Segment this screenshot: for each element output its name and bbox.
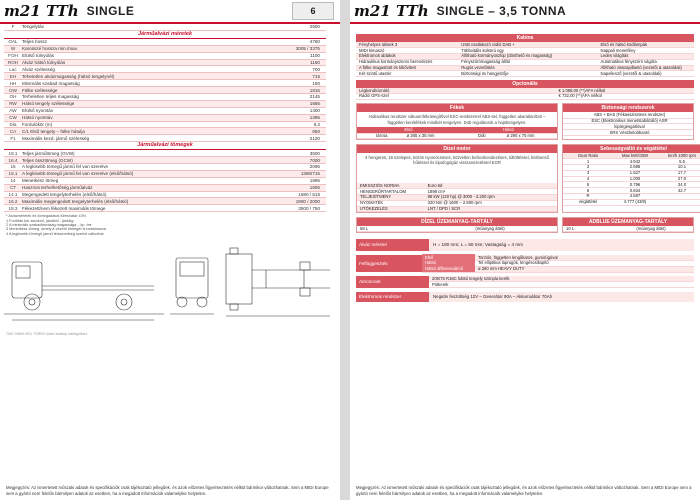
spec-value: 1100 xyxy=(310,53,320,59)
table-cell: Hátsó xyxy=(422,260,475,267)
spec-value: 1380/715 xyxy=(300,171,320,177)
spec-label: Teljes járműtömeg (GVW) xyxy=(22,150,75,156)
spec-code: 14.1 xyxy=(8,192,18,198)
table-cell: Állítható visszapillantó (vezetői & utasoldali) xyxy=(598,65,694,72)
table-cell: 5 xyxy=(563,181,610,188)
safety-list xyxy=(563,112,693,135)
table-cell: 320 Nm @ 1600 – 2.600 rpm xyxy=(425,200,557,207)
table-row xyxy=(4,192,326,199)
spec-label: A legkisebb tömegű jármű fel van szerelve xyxy=(22,164,109,170)
table-cell: Rugós vezetőülés xyxy=(458,65,597,72)
table-row xyxy=(4,60,326,67)
table-cell: Torziós, független lengőkaros, gumirúgóval xyxy=(475,254,694,261)
spec-label: Maximális kezd. jármű szélesség xyxy=(22,135,90,141)
spec-code: F1 xyxy=(10,135,16,141)
table-cell: A fülke magasított és kibővített xyxy=(356,65,458,72)
spec-value: 1815 xyxy=(309,87,320,93)
spec-code: Dia xyxy=(9,122,17,128)
table-cell: 88 kW (120 hp) @ 3000 - 3.200 rpm xyxy=(425,194,557,201)
table-cell: Légkondicionáló xyxy=(356,87,555,94)
spec-value: 1895 xyxy=(309,178,320,184)
table-cell: 4.942 xyxy=(610,158,657,165)
table-header-cell: km/h 1000 rpm xyxy=(657,152,700,159)
weights-list xyxy=(4,150,326,212)
table-row xyxy=(4,150,326,157)
brand-logo: m21 TTh xyxy=(4,2,79,20)
table-row xyxy=(563,130,693,136)
spec-value: 650 xyxy=(312,128,320,134)
right-header xyxy=(350,0,700,24)
table-cell: 4 xyxy=(563,176,610,183)
tyres-table xyxy=(429,276,694,288)
table-cell: Biztonsági öv hangjelzője xyxy=(458,70,597,77)
spec-code: 15.1 xyxy=(8,171,18,177)
table-cell: 42.7 xyxy=(657,187,700,194)
table-header-cell: Max kW/CBW xyxy=(610,152,657,159)
spec-label: Fékezett/nem fékezett maximális tömege xyxy=(22,205,106,211)
spec-code: W xyxy=(10,46,16,52)
table-cell: ESC (Elektronikus menetstabilizáló) ASR xyxy=(563,118,693,125)
table-row xyxy=(4,115,326,122)
gearbox-table xyxy=(563,153,700,205)
table-cell: kipörgésgátlóval xyxy=(563,123,693,130)
table-cell: Fényhelyes ülések 3 xyxy=(356,42,458,49)
footnote: * Alvázméretek és tömegadatok tűréshatár ±3% xyxy=(6,214,87,219)
right-page xyxy=(350,0,700,500)
table-cell: ø 260 mm HEAVY DUTY xyxy=(475,266,694,273)
table-cell: Ledes világítás xyxy=(598,53,694,60)
table-cell: Többvitális külsörú ügy xyxy=(458,47,597,54)
spec-value: 1160 xyxy=(310,60,320,65)
table-cell: Nappali menetfény xyxy=(598,47,694,54)
table-cell: 0.796 xyxy=(610,181,657,188)
table-row xyxy=(4,178,326,185)
table-row xyxy=(4,66,326,73)
table-row xyxy=(4,198,326,205)
spec-label: Hasznos terhelhetőség járműalváz xyxy=(22,185,93,191)
page-gap xyxy=(340,0,350,500)
brakes-description: Hidraulikus rendszer vákuumfékrásegítővel ESC-rendszerrel ABS-sel, független akaratlanított – független kerékfékek mindkét tengelyen. Dob regulátorok a hajtótengelyen. xyxy=(368,114,546,125)
engine-table xyxy=(357,183,557,212)
table-cell: 27.0 xyxy=(657,176,700,183)
table-cell: 6 xyxy=(563,187,610,194)
spec-value: 4760 xyxy=(309,39,320,45)
page-title: SINGLE xyxy=(86,4,135,18)
engine-description: 4 hengeres, 16 szelepes, közös nyomócsöves, közvetlen befecskendezéses, túltöltéssel, közbenső hűtéssel és kipufogógáz visszavezetéssel EGR xyxy=(365,154,549,166)
spec-code: OAL xyxy=(8,39,18,45)
table-cell: Állítható kormányoszlop (dönthető és magasság) xyxy=(458,53,597,60)
table-cell: Pótkerék xyxy=(429,281,694,288)
spec-value: 3500 / 750 xyxy=(298,205,320,211)
table-cell: R xyxy=(563,193,610,200)
table-cell: 0.634 xyxy=(610,187,657,194)
spec-code: 18.1 xyxy=(8,150,18,156)
table-cell: USB csatlakozó rádió DAB + xyxy=(458,42,597,49)
spec-label: Elülső nyomtáv xyxy=(22,108,54,114)
spec-code: OH xyxy=(9,94,17,100)
table-cell: SRS Vészbelobbantó xyxy=(563,129,693,136)
brakes-heading: Fékek xyxy=(357,104,557,112)
footnote: 1 Fordítás kör sarokról, járdától - járdáig xyxy=(6,218,74,223)
table-row xyxy=(4,73,326,80)
spec-label: Elülső túlnyúlás xyxy=(22,53,54,59)
table-cell: 4.777 (43/9) xyxy=(610,199,657,206)
gearbox-heading: Sebességváltó és végáttétel xyxy=(563,145,700,153)
tyres-row: Abroncsok 205/75 R16C hátsó tengely szimpla kerék Pótkerék xyxy=(356,276,694,288)
table-row xyxy=(4,122,326,129)
right-footer-note: Megjegyzés: Az ismertetett műszaki adatok és specifikációk csak tájékoztató jellegűek, és azok előzetes figyelmeztetés nélkül bármikor változhatnak. Sem a MIDI Europe sem a gyártó nem felelős bármilyen adatok az esetben, ha a megadott információk valamelyike helytelen. xyxy=(356,485,692,496)
footnote: 3 Menetkész tömeg, amely a vezető tömegét is tartalmazza xyxy=(6,227,107,232)
spec-value: 1665 xyxy=(309,101,320,107)
table-cell: 1.527 xyxy=(610,170,657,177)
spec-code: EH xyxy=(9,73,17,79)
diesel-tank-box: DÍZEL ÜZEMANYAG-TARTÁLY 58 L (műanyag áttét) xyxy=(356,217,558,233)
spec-value: 1605 xyxy=(309,185,320,191)
table-cell: 3 xyxy=(563,170,610,177)
page-title: SINGLE – 3,5 TONNA xyxy=(436,4,567,18)
table-cell: TELJESÍTMÉNY xyxy=(357,194,425,201)
table-row xyxy=(4,46,326,53)
spec-code: CW xyxy=(9,115,17,121)
options-table xyxy=(356,88,694,100)
footnote: 4 A legkisebb tömegű jármű felszereltség szerint változhat xyxy=(6,231,104,236)
spec-code: 16.2 xyxy=(8,198,18,204)
table-row xyxy=(4,135,326,142)
table-row xyxy=(356,94,694,100)
cab-table xyxy=(356,42,694,77)
table-cell: EMISSZIÓS NORMA xyxy=(357,182,425,189)
spec-code: CT xyxy=(9,185,17,191)
spec-code: HH xyxy=(9,80,17,86)
table-row xyxy=(356,71,694,77)
spec-code: FOH xyxy=(8,53,18,59)
spec-label: Teljes össztömeg (GCW) xyxy=(22,157,73,163)
spec-value: 7000 xyxy=(309,157,320,163)
options-heading: Opcionális xyxy=(356,80,694,88)
table-cell: Első és hátsó ködlámpák xyxy=(598,42,694,49)
spec-value: 190 xyxy=(312,80,320,86)
spec-code: RW xyxy=(9,101,17,107)
spec-value: 2120 xyxy=(309,135,320,141)
table-cell: 34.0 xyxy=(657,181,700,188)
spec-label: Alváz szélesség xyxy=(22,66,55,72)
table-row xyxy=(4,39,326,46)
spec-label: Hátsó tengely szélessége xyxy=(22,101,75,107)
table-row xyxy=(4,157,326,164)
table-cell: Fényszórómagasság állító xyxy=(458,59,597,66)
spec-value: 2095 xyxy=(309,164,320,170)
table-cell: 2 xyxy=(563,164,610,171)
table-cell: Napellenző (vezetői & utasoldali) xyxy=(598,70,694,77)
table-row: F Tengelytáv 2500 xyxy=(4,24,326,31)
table-row xyxy=(4,128,326,135)
table-row xyxy=(4,53,326,60)
adblue-tank-heading: ADBLUE ÜZEMANYAG-TARTÁLY xyxy=(563,218,693,226)
diesel-tank-heading: DÍZEL ÜZEMANYAG-TARTÁLY xyxy=(357,218,557,226)
left-header xyxy=(0,0,340,24)
euro-badge: 6 xyxy=(292,2,334,20)
spec-code: Lac xyxy=(9,66,17,72)
table-cell: Hátsó differenciálmű xyxy=(422,266,475,273)
table-cell: € 1.088,00 (**)ÁFA nélkül xyxy=(555,87,694,94)
table-row xyxy=(422,266,694,272)
spec-label: Fordulókör (m) xyxy=(22,122,53,128)
table-cell: 205/75 R16C hátsó tengely szimpla kerék xyxy=(429,276,694,283)
table-cell: 4.587 xyxy=(610,193,657,200)
table-cell: Hidraulikus kormányszervo berendezés xyxy=(356,59,458,66)
table-cell: 1898 cm³ xyxy=(425,188,557,195)
table-cell: 10.1 xyxy=(657,164,700,171)
fine-print: TMS GMBH MOL TOBER Alvázi adatlap mérlegelésre xyxy=(6,332,88,337)
safety-box xyxy=(562,103,694,140)
cab-heading: Kabina xyxy=(356,34,694,42)
spec-label: Minimális szabad magasság xyxy=(22,80,80,86)
spec-value: 1580 / 515 xyxy=(298,192,320,198)
spec-label: Maximális megengedett tengelyterhelés (első/hátsó) xyxy=(22,198,129,204)
suspension-row: Felfüggesztés Első Torziós, független lengőkaros, gumirúgóval Hátsó Tel elliptikus laprugók, lengéscsillapító Hátsó differenciálmű ø 260 mm HEAVY DUTY xyxy=(356,255,694,272)
table-row xyxy=(4,205,326,212)
dimensions-list xyxy=(4,39,326,142)
table-cell: 1.000 xyxy=(610,176,657,183)
spec-label: Alváz hátsó túlnyúlás xyxy=(22,60,66,65)
table-row xyxy=(4,108,326,115)
table-header-cell: Gear Ratio xyxy=(563,152,610,159)
table-cell: 5.5 xyxy=(657,158,700,165)
spec-code: ROH xyxy=(7,60,19,65)
table-cell: 17.7 xyxy=(657,170,700,177)
spec-label: Terheletlen teljes magasság xyxy=(22,94,79,100)
adblue-tank-box: ADBLUE ÜZEMANYAG-TARTÁLY 10 L (műanyag áttét) xyxy=(562,217,694,233)
engine-heading: Dízel motor xyxy=(357,145,557,153)
section-heading: Járműalvázi méretek xyxy=(4,31,326,39)
safety-heading: Biztonsági rendszerek xyxy=(563,104,693,112)
table-row xyxy=(4,101,326,108)
spec-label: Megengedett tengelyterhelés (első/hátsó) xyxy=(22,192,107,198)
table-cell: NYOMATÉK xyxy=(357,200,425,207)
table-cell: Rádió GPS-szel xyxy=(356,93,555,100)
table-cell: végáttétel xyxy=(563,199,610,206)
table-cell: € 732,00 (**)ÁFA nélkül xyxy=(555,93,694,100)
spec-code: 14 xyxy=(10,178,16,184)
table-cell: HENGERŰRTARTALOM xyxy=(357,188,425,195)
spec-label: Menetkész tömeg xyxy=(22,178,59,184)
footnote: 2 A minimális szabadtávolság magassága – kp. leir xyxy=(6,223,92,228)
spec-value: 1400 xyxy=(309,108,320,114)
spec-value: 1395 xyxy=(309,115,320,121)
spec-value: 715 xyxy=(312,73,320,79)
table-cell: Tel elliptikus laprugók, lengéscsillapító xyxy=(475,260,694,267)
table-cell: ABS + BAS (Fékasszisztens rendszer) xyxy=(563,112,693,119)
left-page xyxy=(0,0,340,500)
table-cell: UTÓKEZELÉS xyxy=(357,206,425,213)
suspension-table xyxy=(422,255,694,272)
table-cell: LNT / DPD / SCR xyxy=(425,206,557,213)
table-row xyxy=(4,94,326,101)
table-cell: 2.686 xyxy=(610,164,657,171)
table-row xyxy=(357,206,557,212)
spec-code: 18.3 xyxy=(8,205,18,211)
electrical-row: Elektromos rendszer Negatív feszültség 12V – Generátor 90A – Akkumulátor 70Ah xyxy=(356,292,694,302)
left-footer-note: Megjegyzés: Az ismertetett műszaki adatok és specifikációk csak tájékoztató jellegűek, és azok előzetes figyelmeztetés nélkül bármikor változhatnak. Sem a MIDI Europe sem a gyártó nem felelős bármilyen adatok az esetben, ha a megadott információk valamelyike helytelen. xyxy=(6,485,329,496)
brakes-box: Fékek Hidraulikus rendszer vákuumfékrásegítővel ESC-rendszerrel ABS-sel, független akaratlanított – független kerékfékek mindkét tengelyen. Dob regulátorok a hajtótengelyen. Első Hátsó tárcsa ø 265 x 35 mm Dob ø 290 x 75 mm xyxy=(356,103,558,140)
spec-value: 2145 xyxy=(309,94,320,100)
table-row xyxy=(563,199,700,205)
spec-value: 3500 xyxy=(309,150,320,156)
section-heading: Járműalvázi tömegek xyxy=(4,142,326,150)
spec-value: 700 xyxy=(312,66,320,72)
table-row xyxy=(4,164,326,171)
table-cell: Első xyxy=(422,254,475,261)
spec-label: A legkisebb tömegű jármű fel van szerelve (első/hátsó) xyxy=(22,171,134,177)
table-row xyxy=(4,185,326,192)
spec-code: AW xyxy=(9,108,17,114)
table-cell: MIDI kimaszó xyxy=(356,47,458,54)
table-cell: Automatikus fényszóró vágóta xyxy=(598,59,694,66)
spec-label: Fülke szélessége xyxy=(22,87,58,93)
table-cell: Két szintű utastér xyxy=(356,70,458,77)
table-row xyxy=(4,171,326,178)
spec-table xyxy=(4,24,326,212)
spec-label: Hátsó nyomtáv xyxy=(22,115,53,121)
spec-value: 3005 / 3375 xyxy=(295,46,320,52)
table-row xyxy=(4,87,326,94)
table-row xyxy=(429,282,694,288)
table-cell: Elektromos ablakok xyxy=(356,53,458,60)
gearbox-box xyxy=(562,144,700,213)
chassis-drawing xyxy=(4,240,336,328)
spec-code: 16.4 xyxy=(8,157,18,163)
engine-box xyxy=(356,144,558,213)
spec-label: Teljes hossz xyxy=(22,39,48,45)
table-cell: 1 xyxy=(563,158,610,165)
spec-label: Karosszé hossza min./max. xyxy=(22,46,79,52)
table-cell: Euro 6d xyxy=(425,182,557,189)
spec-label: Tehetetlen alvázmagasság (hátsó tengelynél) xyxy=(22,73,115,79)
spec-code: OW xyxy=(9,87,17,93)
spec-label: C/L Első tengely – fülke hátulja xyxy=(22,128,85,134)
chassis-row: Alváz méretei H = 180 mm; L = 50 mm; Vastagság = 4 mm xyxy=(356,239,694,251)
footnotes xyxy=(6,214,334,236)
spec-code: CA xyxy=(9,128,17,134)
truck-diagram-icon xyxy=(4,240,336,328)
spec-value: 9,2 xyxy=(313,122,320,128)
spec-value: 1900 / 2000 xyxy=(295,198,320,204)
brand-logo: m21 TTh xyxy=(354,2,429,20)
table-row xyxy=(4,80,326,87)
spec-code: 15 xyxy=(10,164,16,170)
table-cell xyxy=(657,199,700,206)
